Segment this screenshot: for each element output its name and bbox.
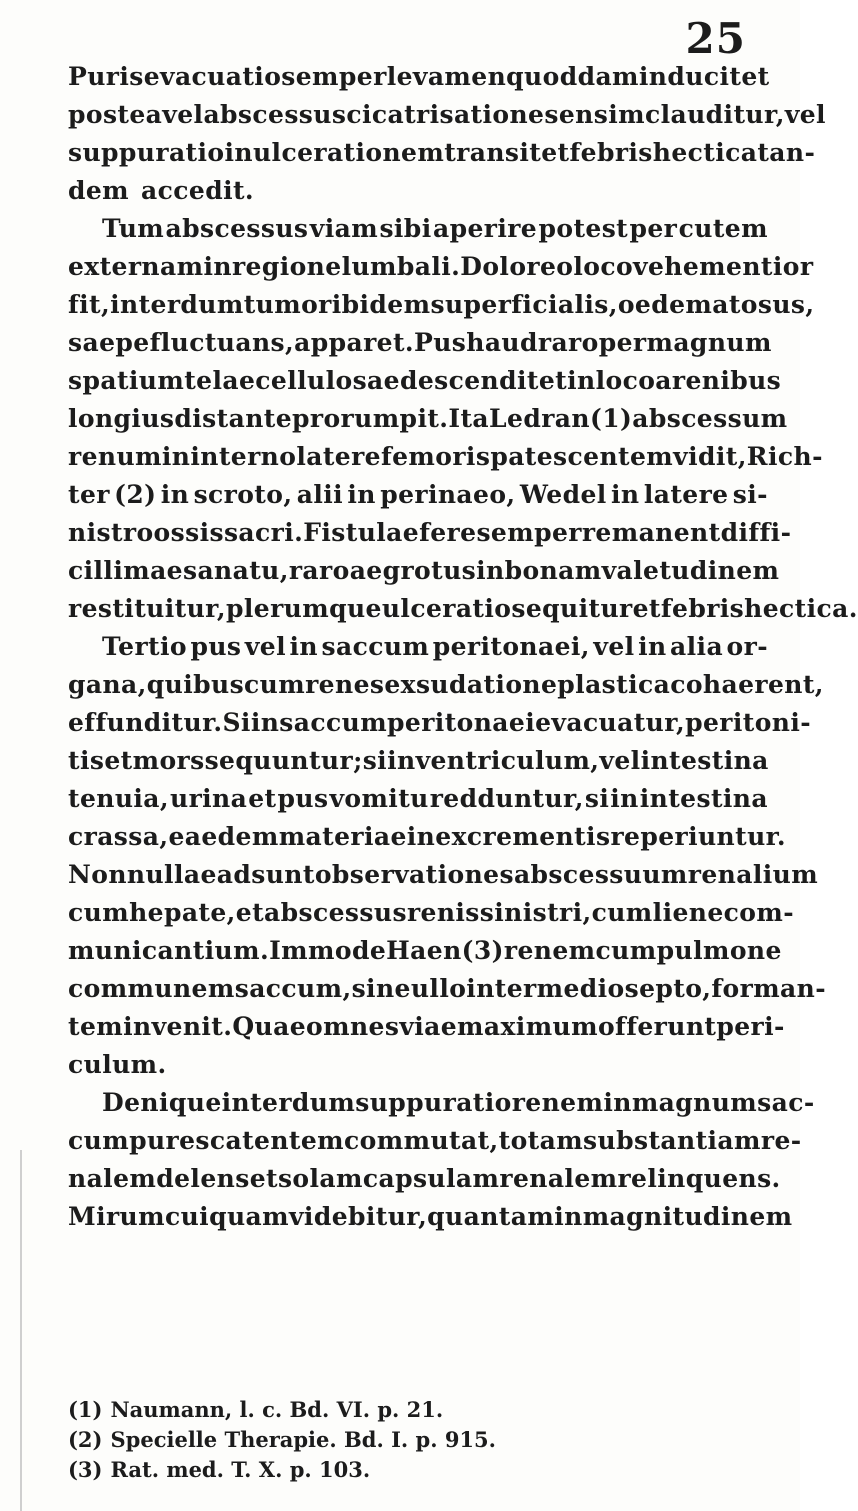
text-line: cum pure scatentem commutat, totam substantiam re- [68, 1126, 802, 1155]
text-line: cillimae sanatu, raro aegrotus in bonam valetudinem [68, 556, 780, 585]
footnote-mark: (3) [68, 1457, 103, 1482]
text-line: saepe fluctuans, apparet. Pus haud raro per magnum [68, 328, 772, 357]
footnote [68, 1395, 768, 1425]
text-line: restituitur, plerumque ulceratio sequitur et febris hectica. [68, 594, 858, 623]
text-line: tenuia, urina et pus vomitu redduntur, si in intestina [68, 784, 768, 813]
footnote-text: Specielle Therapie. Bd. I. p. 915. [110, 1427, 496, 1452]
text-line: municantium. Immo de Haen (3) renem cum pulmone [68, 936, 782, 965]
text-line: Puris evacuatio semper levamen quoddam inducit et [68, 62, 770, 91]
text-line: fit, interdum tumor ibidem superficialis, oedematosus, [68, 290, 815, 319]
footnote-mark: (2) [68, 1427, 103, 1452]
text-line: Tertio pus vel in saccum peritonaei, vel in alia or- [102, 632, 768, 661]
text-line: communem saccum, sine ullo intermedio septo, forman- [68, 974, 827, 1003]
text-line: gana, quibuscum renes exsudatione plastica cohaerent, [68, 670, 824, 699]
text-line: Nonnullae adsunt observationes abscessuum renalium [68, 860, 819, 889]
text-line: longius distante prorumpit. Ita Ledran (1) abscessum [68, 404, 788, 433]
text-line: culum. [68, 1050, 167, 1079]
footnotes [68, 1395, 768, 1485]
page-number: 25 [685, 14, 746, 63]
text-line: tis et mors sequuntur; si in ventriculum, vel intestina [68, 746, 769, 775]
text-line: effunditur. Si in saccum peritonaei evacuatur, peritoni- [68, 708, 812, 737]
footnote [68, 1425, 768, 1455]
text-line: ter (2) in scroto, alii in perinaeo, Wedel in latere si- [68, 480, 768, 509]
text-line: externam in regione lumbali. Dolor eo loco vehementior [68, 252, 814, 281]
footnote-text: Rat. med. T. X. p. 103. [110, 1457, 371, 1482]
text-line: nalem delens et solam capsulam renalem relinquens. [68, 1164, 781, 1193]
text-line: nistro ossis sacri. Fistulae fere semper remanent diffi- [68, 518, 792, 547]
page-edge-shadow [20, 1150, 22, 1511]
footnote-mark: (1) [68, 1397, 103, 1422]
text-line: cum hepate, et abscessus renis sinistri, cum liene com- [68, 898, 794, 927]
text-line: suppuratio in ulcerationem transit et febris hectica tan- [68, 138, 816, 167]
text-line: postea vel abscessus cicatrisatione sensim clauditur, vel [68, 100, 826, 129]
text-line: crassa, eaedem materiae in excrementis reperiuntur. [68, 822, 787, 851]
text-line: Tum abscessus viam sibi aperire potest per cutem [102, 214, 768, 243]
text-line: renum in interno latere femoris patescentem vidit, Rich- [68, 442, 823, 471]
footnote-text: Naumann, l. c. Bd. VI. p. 21. [110, 1397, 444, 1422]
text-line: dem accedit. [68, 176, 255, 205]
text-line: spatium telae cellulosae descendit et in loco a renibus [68, 366, 782, 395]
text-line: tem invenit. Quae omnes viae maximum offerunt peri- [68, 1012, 785, 1041]
text-line: Denique interdum suppuratio renem in magnum sac- [102, 1088, 815, 1117]
text-line: Mirum cuiquam videbitur, quantam in magnitudinem [68, 1202, 793, 1231]
footnote [68, 1455, 768, 1485]
body-text [68, 58, 858, 1236]
